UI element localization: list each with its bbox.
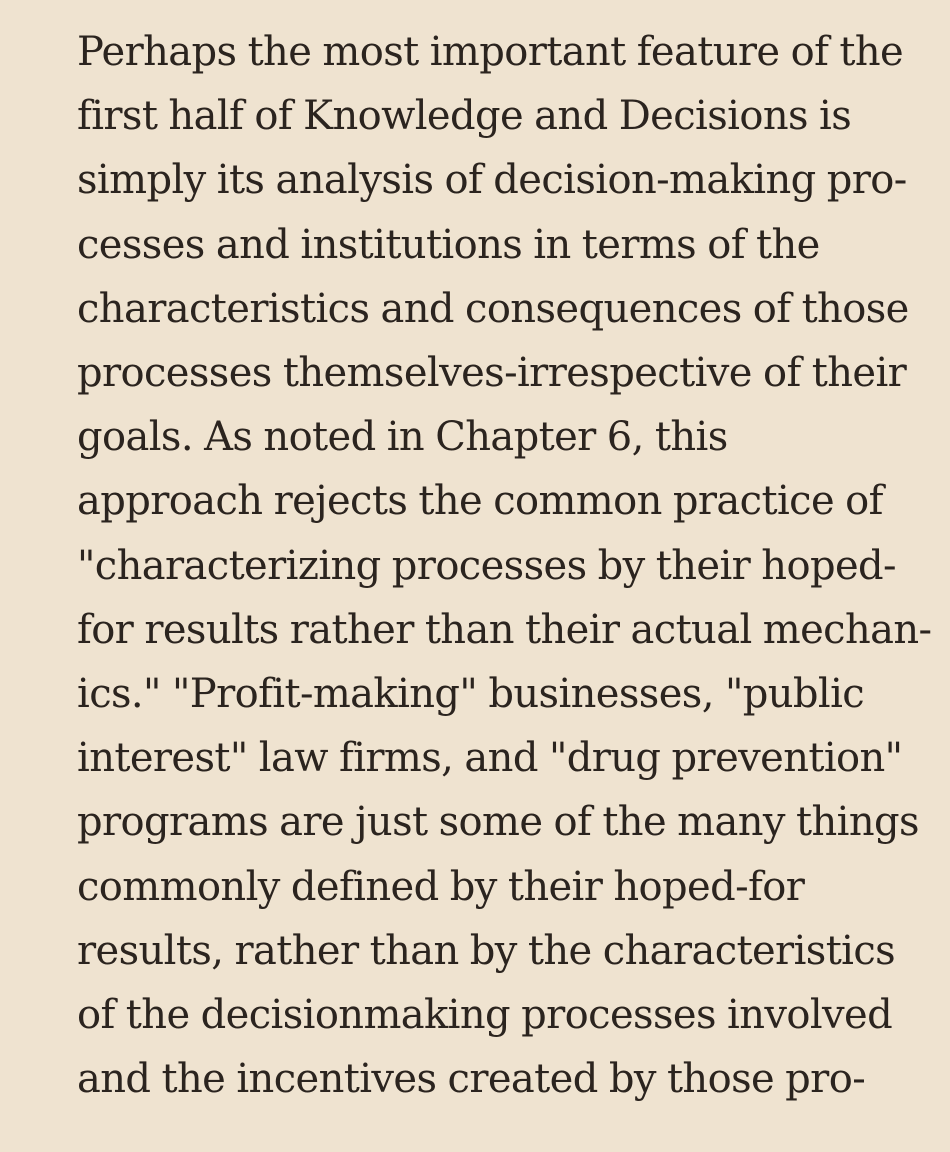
text-line: for results rather than their actual mechan- bbox=[77, 606, 932, 653]
text-line: Perhaps the most important feature of the bbox=[77, 29, 904, 75]
text-line: ics." "Profit-making" businesses, "public bbox=[77, 671, 865, 718]
text-line: simply its analysis of decision-making pro- bbox=[77, 157, 907, 204]
text-line: characteristics and consequences of those bbox=[77, 285, 909, 332]
text-line: commonly defined by their hoped-for bbox=[77, 863, 805, 910]
text-line: of the decisionmaking processes involved bbox=[77, 992, 893, 1039]
text-line: first half of Knowledge and Decisions is bbox=[77, 93, 852, 140]
text-line: cesses and institutions in terms of the bbox=[77, 221, 820, 268]
text-line: "characterizing processes by their hoped- bbox=[77, 542, 896, 589]
text-line: results, rather than by the characteristics bbox=[77, 927, 896, 974]
text-line: goals. As noted in Chapter 6, this bbox=[77, 414, 728, 461]
text-line: approach rejects the common practice of bbox=[77, 478, 883, 525]
text-line: interest" law firms, and "drug prevention" bbox=[77, 735, 903, 782]
book-paragraph bbox=[77, 20, 937, 1111]
text-line: processes themselves-irrespective of their bbox=[77, 350, 907, 397]
text-line: and the incentives created by those pro- bbox=[77, 1056, 866, 1103]
text-line: programs are just some of the many things bbox=[77, 799, 919, 846]
